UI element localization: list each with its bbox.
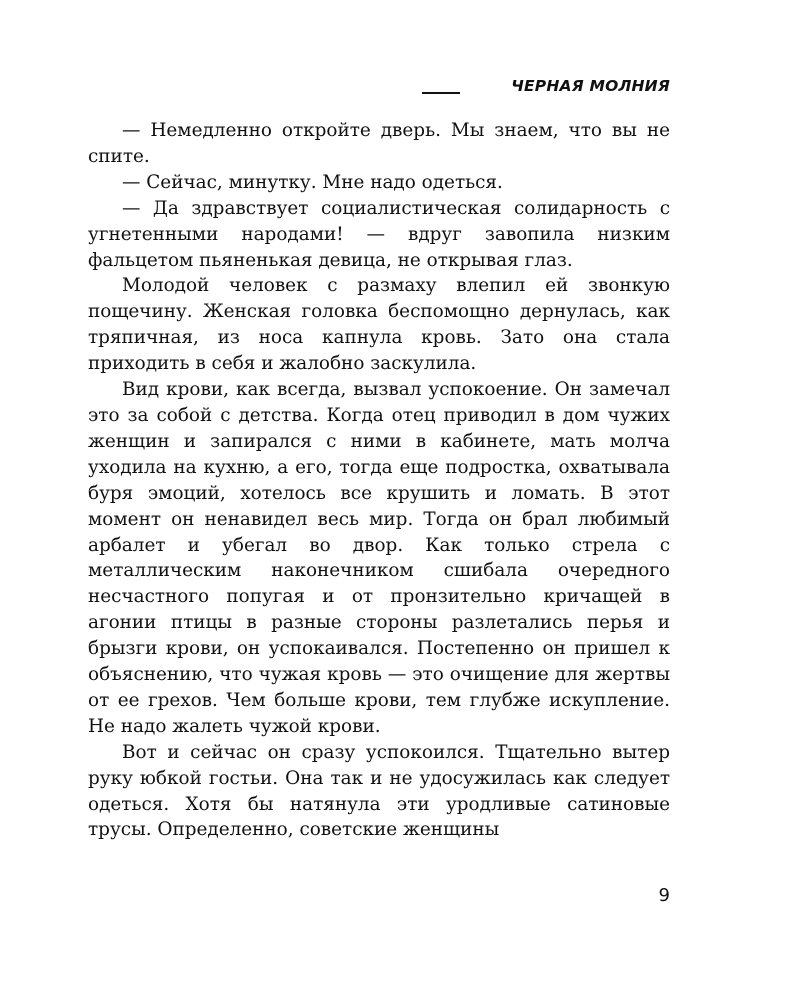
running-head <box>422 76 670 98</box>
paragraph-dialogue-3: — Да здравствует социалистическая солидарность с угнетенными народами! — вдруг завопила низким фальцетом пьяненькая девица, не открывая глаз. <box>88 197 670 271</box>
paragraph-blood-memory: Вид крови, как всегда, вызвал успокоение. Он замечал это за собой с детства. Когда отец приводил в дом чужих женщин и запирался с ними в кабинете, мать молча уходила на кухню, а его, тогда еще подростка, охватывала буря эмоций, хотелось все крушить и ломать. В этот момент он ненавидел весь мир. Тогда он брал любимый арбалет и убегал во двор. Как только стрела с металлическим наконечником сшибала очередного несчастного попугая и от пронзительно кричащей в агонии птицы в разные стороны разлетались перья и брызги крови, он успокаивался. Постепенно он пришел к объяснению, что чужая кровь — это очищение для жертвы от ее грехов. Чем больше крови, тем глубже искупление. Не надо жалеть чужой крови. <box>88 379 670 737</box>
page-number: 9 <box>658 885 670 906</box>
running-head-title: ЧЕРНАЯ МОЛНИЯ <box>511 77 670 95</box>
paragraph-calm: Вот и сейчас он сразу успокоился. Тщательно вытер руку юбкой гостьи. Она так и не удосужилась как следует одеться. Хотя бы натянула эти уродливые сатиновые трусы. Определенно, советские женщины <box>88 741 670 841</box>
paragraph-slap: Молодой человек с размаху влепил ей звонкую пощечину. Женская головка беспомощно дернулась, как тряпичная, из носа капнула кровь. Зато она стала приходить в себя и жалобно заскулила. <box>88 275 670 375</box>
paragraph-dialogue-2: — Сейчас, минутку. Мне надо одеться. <box>122 171 503 193</box>
header-rule <box>422 92 460 94</box>
paragraph-dialogue-1: — Немедленно откройте дверь. Мы знаем, что вы не спите. <box>88 120 670 167</box>
body-text <box>88 118 670 843</box>
